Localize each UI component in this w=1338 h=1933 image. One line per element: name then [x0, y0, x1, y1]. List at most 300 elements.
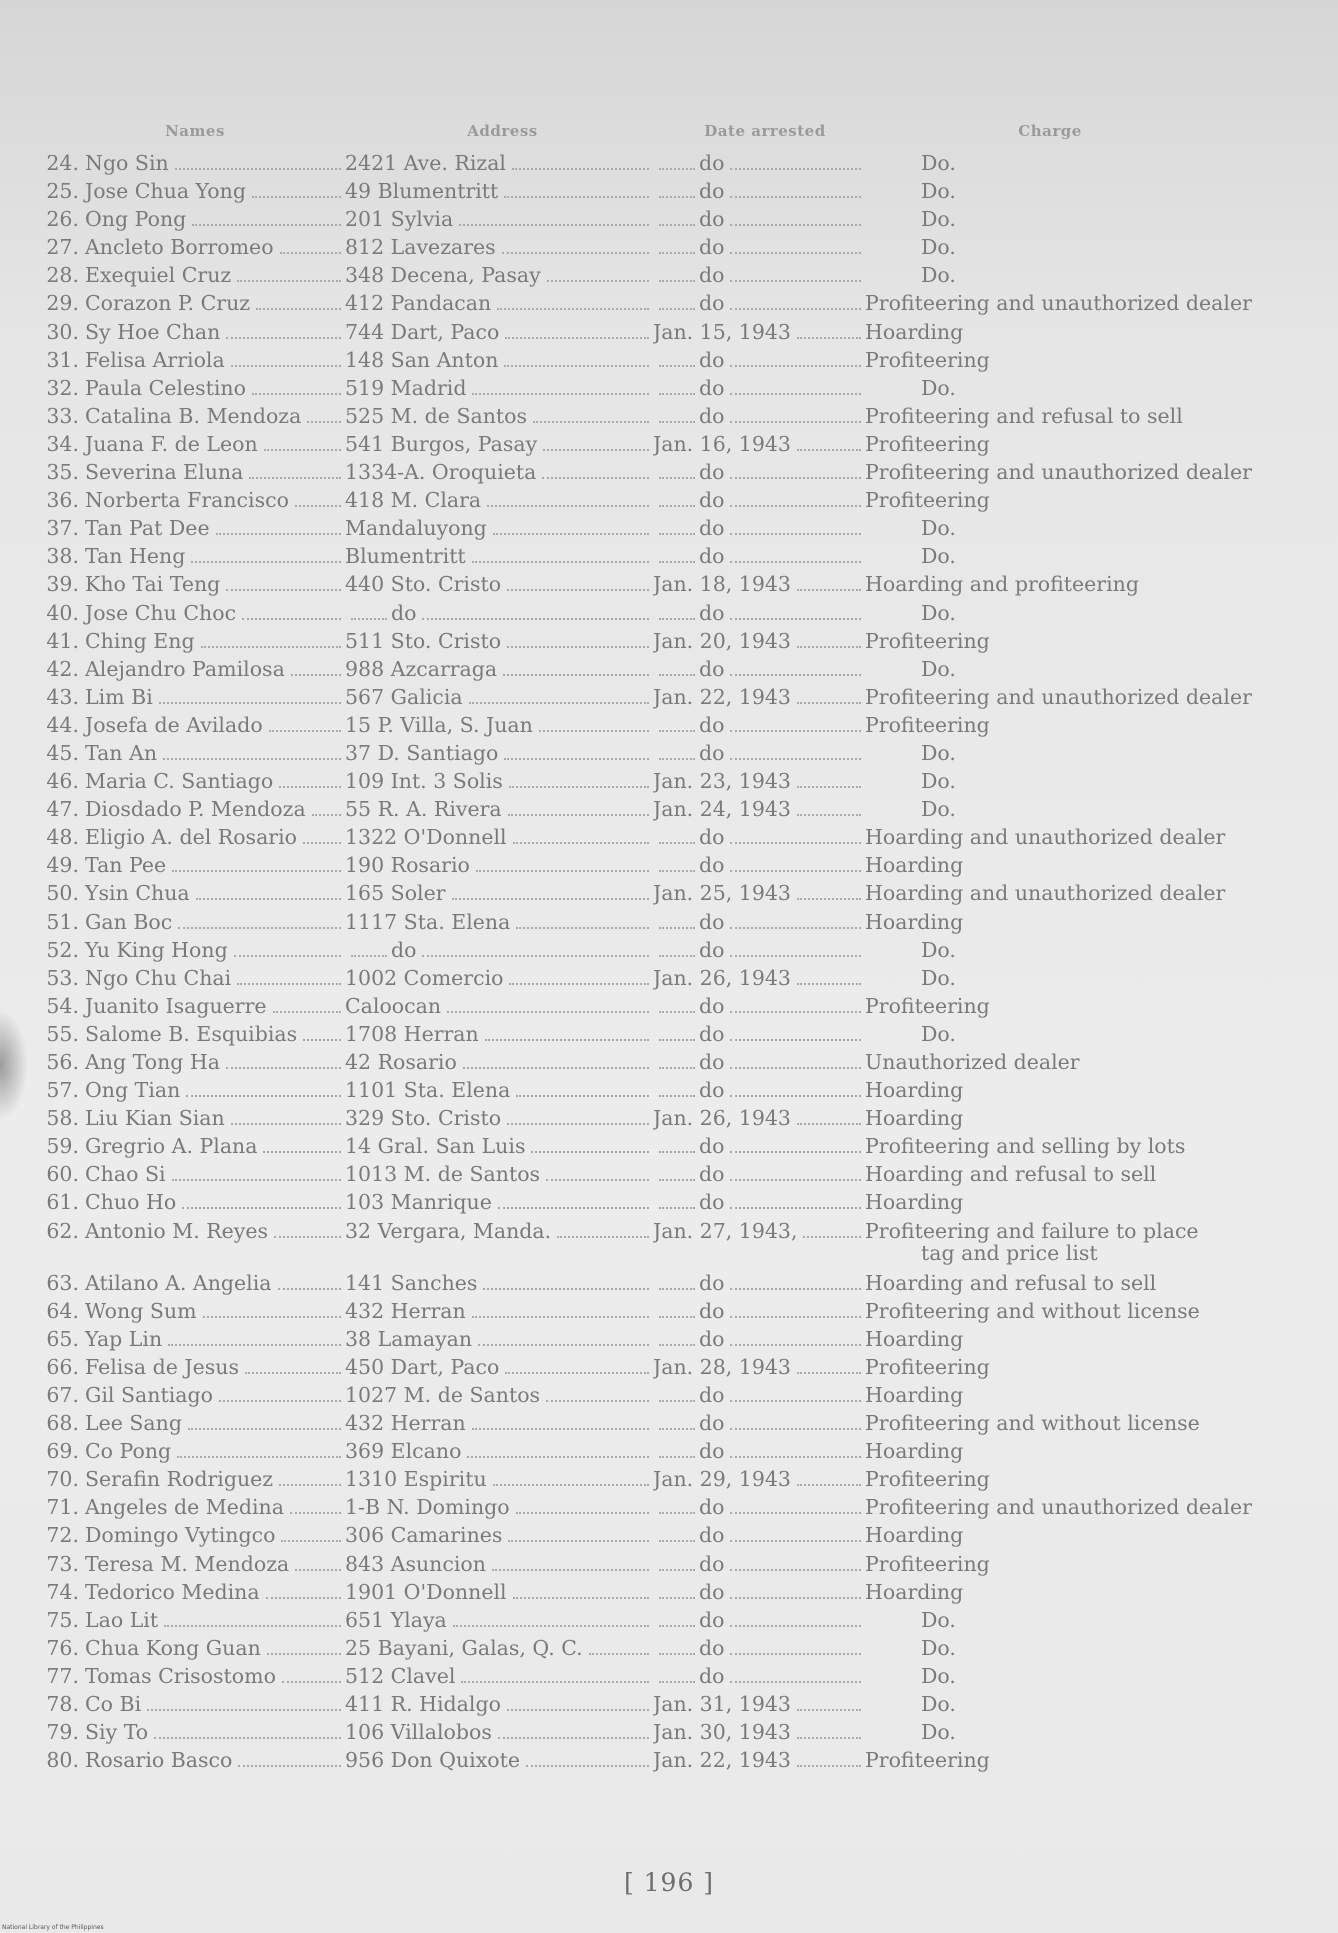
leader-dots [196, 880, 341, 900]
date-arrested: Jan. 24, 1943 [653, 797, 791, 822]
person-name: Ngo Sin [85, 151, 169, 175]
address: 450 Dart, Paco [345, 1354, 500, 1379]
date-arrested: do [699, 1021, 725, 1046]
charge: Profiteering [865, 347, 990, 372]
charge: Do. [921, 600, 956, 625]
leader-dots [659, 600, 695, 620]
person-name: Felisa Arriola [85, 347, 225, 372]
date-arrested: do [699, 1050, 725, 1074]
person-name: Siy To [85, 1720, 149, 1745]
row-number: 24. [46, 151, 79, 175]
leader-dots [516, 1077, 649, 1097]
row-number: 60. [46, 1162, 79, 1187]
charge: Do. [921, 263, 956, 288]
row-number: 52. [46, 937, 79, 962]
charge: Do. [921, 544, 956, 569]
date-cell [653, 234, 865, 261]
leader-dots [509, 768, 649, 788]
leader-dots [797, 628, 861, 648]
address: 651 Ylaya [345, 1607, 447, 1632]
row-number: 49. [46, 853, 79, 878]
leader-dots [730, 403, 861, 423]
address: 1101 Sta. Elena [345, 1078, 511, 1103]
date-arrested: Jan. 26, 1943 [653, 965, 791, 990]
date-cell [653, 965, 865, 992]
address-cell [345, 824, 653, 851]
leader-dots [730, 1270, 861, 1290]
table-row [45, 1747, 1265, 1775]
date-cell [653, 1691, 865, 1718]
leader-dots [453, 1607, 649, 1627]
leader-dots [659, 824, 695, 844]
date-cell [653, 1382, 865, 1409]
charge-cell [865, 768, 1265, 792]
table-row [45, 347, 1265, 375]
row-number: 48. [46, 825, 79, 850]
leader-dots [659, 1077, 695, 1097]
date-cell [653, 543, 865, 570]
leader-dots [730, 1410, 861, 1430]
arrest-table [45, 150, 1265, 1775]
address: 1334-A. Oroquieta [345, 460, 537, 485]
date-arrested: do [699, 403, 725, 428]
name-cell [45, 852, 345, 879]
leader-dots [730, 150, 861, 170]
leader-dots [503, 656, 649, 676]
leader-dots [539, 712, 649, 732]
table-row [45, 684, 1265, 712]
row-number: 51. [46, 909, 79, 934]
person-name: Gregrio A. Plana [85, 1134, 258, 1159]
row-number: 27. [46, 235, 79, 260]
charge: Do. [921, 656, 956, 681]
date-cell [653, 712, 865, 739]
charge-cell [865, 1189, 1265, 1213]
name-cell [45, 1438, 345, 1465]
date-cell [653, 150, 865, 177]
date-arrested: do [699, 1607, 725, 1632]
leader-dots [504, 740, 649, 760]
row-number: 47. [46, 797, 79, 822]
name-cell [45, 515, 345, 542]
charge-cell [865, 740, 1265, 764]
leader-dots [589, 1635, 649, 1655]
charge: Do. [921, 797, 956, 822]
leader-dots [226, 319, 341, 339]
charge-cell [865, 965, 1265, 989]
address-cell [345, 937, 653, 964]
date-arrested: do [699, 993, 725, 1018]
name-cell [45, 712, 345, 739]
charge: Hoarding and profiteering [865, 572, 1139, 597]
date-cell [653, 1663, 865, 1690]
table-row [45, 600, 1265, 628]
address: 55 R. A. Rivera [345, 797, 502, 822]
leader-dots [485, 1021, 649, 1041]
address-cell [345, 178, 653, 205]
charge: Profiteering and selling by lots [865, 1134, 1186, 1159]
charge: Do. [921, 375, 956, 400]
name-cell [45, 290, 345, 317]
address-cell [345, 1161, 653, 1188]
table-row [45, 1410, 1265, 1438]
charge: Hoarding and unauthorized dealer [865, 881, 1226, 906]
person-name: Alejandro Pamilosa [85, 656, 285, 681]
leader-dots [182, 1189, 341, 1209]
row-number: 41. [46, 628, 79, 653]
charge: Hoarding [865, 909, 964, 934]
table-row [45, 1161, 1265, 1189]
leader-dots [659, 1494, 695, 1514]
address-cell [345, 487, 653, 514]
date-cell [653, 262, 865, 289]
date-cell [653, 459, 865, 486]
leader-dots [168, 1326, 341, 1346]
row-number: 43. [46, 684, 79, 709]
date-arrested: do [699, 235, 725, 260]
charge: Do. [921, 1691, 956, 1716]
address: 812 Lavezares [345, 235, 496, 260]
person-name: Ong Tian [85, 1078, 181, 1103]
address-cell [345, 1021, 653, 1048]
leader-dots [351, 937, 387, 957]
leader-dots [203, 1298, 341, 1318]
date-cell [653, 290, 865, 317]
address-cell [345, 1719, 653, 1746]
address: 1-B N. Domingo [345, 1495, 510, 1520]
address: 38 Lamayan [345, 1326, 473, 1351]
person-name: Co Pong [85, 1439, 172, 1464]
leader-dots [154, 1719, 341, 1739]
leader-dots [513, 1579, 649, 1599]
table-row [45, 1105, 1265, 1133]
charge-cell [865, 1607, 1265, 1631]
leader-dots [269, 712, 341, 732]
date-arrested: do [699, 1523, 725, 1548]
date-arrested: do [699, 740, 725, 765]
page-number: [ 196 ] [623, 1868, 715, 1897]
leader-dots [461, 1663, 649, 1683]
date-arrested: Jan. 18, 1943 [653, 572, 791, 597]
person-name: Corazon P. Cruz [85, 291, 251, 316]
name-cell [45, 1326, 345, 1353]
row-number: 68. [46, 1411, 79, 1436]
date-arrested: do [699, 712, 725, 737]
date-cell [653, 656, 865, 683]
table-row [45, 1270, 1265, 1298]
leader-dots [659, 740, 695, 760]
leader-dots [547, 262, 649, 282]
charge-cell [865, 909, 1265, 933]
leader-dots [291, 656, 341, 676]
leader-dots [730, 375, 861, 395]
row-number: 45. [46, 740, 79, 765]
leader-dots [659, 852, 695, 872]
charge-cell [865, 206, 1265, 230]
table-row [45, 1494, 1265, 1522]
leader-dots [175, 150, 341, 170]
row-number: 53. [46, 965, 79, 990]
person-name: Chua Kong Guan [85, 1635, 261, 1660]
person-name: Chao Si [85, 1162, 166, 1187]
leader-dots [249, 459, 341, 479]
address-cell [345, 1494, 653, 1521]
table-row [45, 993, 1265, 1021]
row-number: 73. [46, 1551, 79, 1576]
address-cell [345, 965, 653, 992]
charge-cell [865, 1133, 1265, 1157]
leader-dots [192, 206, 341, 226]
address-cell [345, 1551, 653, 1578]
person-name: Jose Chu Choc [85, 600, 237, 625]
leader-dots [730, 1382, 861, 1402]
date-arrested: Jan. 16, 1943 [653, 431, 791, 456]
date-cell [653, 740, 865, 767]
row-number: 36. [46, 488, 79, 513]
table-row [45, 1049, 1265, 1077]
person-name: Domingo Vytingco [85, 1523, 276, 1548]
row-number: 50. [46, 881, 79, 906]
date-arrested: do [699, 207, 725, 232]
row-number: 75. [46, 1607, 79, 1632]
table-row [45, 1635, 1265, 1663]
charge: Do. [921, 235, 956, 260]
address-cell [345, 1635, 653, 1662]
address-cell [345, 290, 653, 317]
person-name: Liu Kian Sian [85, 1106, 225, 1131]
name-cell [45, 1719, 345, 1746]
table-row [45, 796, 1265, 824]
person-name: Serafin Rodriguez [85, 1467, 274, 1492]
leader-dots [659, 712, 695, 732]
table-row [45, 150, 1265, 178]
row-number: 62. [46, 1218, 79, 1243]
charge: Hoarding and unauthorized dealer [865, 825, 1226, 850]
row-number: 44. [46, 712, 79, 737]
leader-dots [492, 1551, 649, 1571]
charge: Profiteering and without license [865, 1411, 1200, 1436]
name-cell [45, 1410, 345, 1437]
charge-cell [865, 1161, 1265, 1185]
date-arrested: do [699, 1298, 725, 1323]
date-arrested: do [699, 1134, 725, 1159]
charge: Profiteering and unauthorized dealer [865, 460, 1252, 485]
charge-cell [865, 1551, 1265, 1575]
date-cell [653, 1747, 865, 1774]
table-row [45, 1189, 1265, 1217]
leader-dots [245, 1354, 341, 1374]
table-row [45, 459, 1265, 487]
table-row [45, 965, 1265, 993]
leader-dots [659, 459, 695, 479]
leader-dots [219, 1382, 341, 1402]
date-arrested: Jan. 30, 1943 [653, 1720, 791, 1745]
leader-dots [730, 290, 861, 310]
person-name: Yu King Hong [85, 937, 228, 962]
leader-dots [730, 852, 861, 872]
address-cell [345, 740, 653, 767]
leader-dots [498, 1719, 649, 1739]
table-row [45, 768, 1265, 796]
leader-dots [730, 656, 861, 676]
row-number: 28. [46, 263, 79, 288]
date-cell [653, 796, 865, 823]
date-cell [653, 1133, 865, 1160]
person-name: Lee Sang [85, 1411, 182, 1436]
charge-cell [865, 937, 1265, 961]
date-cell [653, 909, 865, 936]
address-cell [345, 768, 653, 795]
leader-dots [463, 1049, 649, 1069]
leader-dots [797, 571, 861, 591]
person-name: Tomas Crisostomo [85, 1663, 276, 1688]
charge: Hoarding [865, 1190, 964, 1215]
address-cell [345, 459, 653, 486]
leader-dots [659, 1049, 695, 1069]
table-row [45, 1691, 1265, 1719]
address-cell [345, 993, 653, 1020]
date-arrested: Jan. 22, 1943 [653, 684, 791, 709]
row-number: 79. [46, 1720, 79, 1745]
person-name: Sy Hoe Chan [85, 319, 221, 344]
row-number: 56. [46, 1050, 79, 1074]
table-row [45, 431, 1265, 459]
leader-dots [659, 656, 695, 676]
date-arrested: Jan. 29, 1943 [653, 1467, 791, 1492]
table-row [45, 1354, 1265, 1382]
leader-dots [797, 431, 861, 451]
date-cell [653, 403, 865, 430]
date-arrested: do [699, 1663, 725, 1688]
leader-dots [280, 234, 341, 254]
address-cell [345, 515, 653, 542]
leader-dots [797, 1719, 861, 1739]
person-name: Ngo Chu Chai [85, 965, 232, 990]
charge: Do. [921, 769, 956, 794]
date-cell [653, 628, 865, 655]
address: 106 Villalobos [345, 1720, 492, 1745]
person-name: Juana F. de Leon [85, 431, 258, 456]
date-cell [653, 1466, 865, 1493]
name-cell [45, 1021, 345, 1048]
person-name: Tan An [85, 740, 158, 765]
table-row [45, 234, 1265, 262]
name-cell [45, 768, 345, 795]
person-name: Atilano A. Angelia [85, 1270, 272, 1295]
address-cell [345, 347, 653, 374]
charge: Profiteering and unauthorized dealer [865, 684, 1252, 709]
person-name: Co Bi [85, 1691, 142, 1716]
name-cell [45, 347, 345, 374]
person-name: Rosario Basco [85, 1748, 233, 1773]
leader-dots [730, 1049, 861, 1069]
date-cell [653, 824, 865, 851]
address: Caloocan [345, 993, 442, 1018]
table-row [45, 1551, 1265, 1579]
leader-dots [659, 1133, 695, 1153]
date-cell [653, 852, 865, 879]
leader-dots [177, 1438, 341, 1458]
leader-dots [504, 178, 649, 198]
leader-dots [231, 1105, 341, 1125]
person-name: Ong Pong [85, 207, 187, 232]
address: 988 Azcarraga [345, 656, 498, 681]
table-row [45, 206, 1265, 234]
table-row [45, 712, 1265, 740]
date-arrested: do [699, 1635, 725, 1660]
address: 329 Sto. Cristo [345, 1106, 502, 1131]
table-row [45, 909, 1265, 937]
leader-dots [513, 824, 649, 844]
date-cell [653, 1049, 865, 1076]
leader-dots [659, 1382, 695, 1402]
row-number: 69. [46, 1439, 79, 1464]
leader-dots [252, 178, 341, 198]
charge: Hoarding [865, 1326, 964, 1351]
leader-dots [516, 1494, 649, 1514]
leader-dots [476, 852, 649, 872]
date-cell [653, 1077, 865, 1104]
date-cell [653, 600, 865, 627]
leader-dots [226, 1049, 341, 1069]
charge-cell [865, 459, 1265, 483]
charge: Hoarding [865, 1078, 964, 1103]
date-arrested: do [699, 600, 725, 625]
leader-dots [730, 543, 861, 563]
date-arrested: do [699, 179, 725, 204]
date-arrested: do [699, 1495, 725, 1520]
name-cell [45, 1161, 345, 1188]
address-cell [345, 1663, 653, 1690]
leader-dots [659, 206, 695, 226]
leader-dots [452, 880, 649, 900]
charge-cell [865, 684, 1265, 708]
date-cell [653, 319, 865, 346]
address-cell [345, 375, 653, 402]
charge-cell [865, 1747, 1265, 1771]
date-cell [653, 1438, 865, 1465]
charge-cell [865, 571, 1265, 595]
leader-dots [546, 1161, 649, 1181]
leader-dots [507, 1691, 649, 1711]
leader-dots [508, 796, 649, 816]
name-cell [45, 1607, 345, 1634]
leader-dots [797, 1466, 861, 1486]
leader-dots [242, 600, 341, 620]
date-cell [653, 993, 865, 1020]
table-row [45, 1326, 1265, 1354]
charge: Hoarding [865, 1439, 964, 1464]
charge: Profiteering [865, 1354, 990, 1379]
charge: Profiteering [865, 1748, 990, 1773]
leader-dots [659, 1270, 695, 1290]
leader-dots [730, 206, 861, 226]
charge: Unauthorized dealer [865, 1050, 1080, 1074]
leader-dots [659, 937, 695, 957]
charge: Profiteering and unauthorized dealer [865, 1495, 1252, 1520]
person-name: Ang Tong Ha [85, 1050, 221, 1074]
leader-dots [159, 684, 341, 704]
date-arrested: do [699, 656, 725, 681]
name-cell [45, 1105, 345, 1132]
charge-cell [865, 628, 1265, 652]
address: 1117 Sta. Elena [345, 909, 511, 934]
leader-dots [172, 852, 341, 872]
address: 14 Gral. San Luis [345, 1134, 526, 1159]
row-number: 77. [46, 1663, 79, 1688]
date-cell [653, 1298, 865, 1325]
date-cell [653, 347, 865, 374]
